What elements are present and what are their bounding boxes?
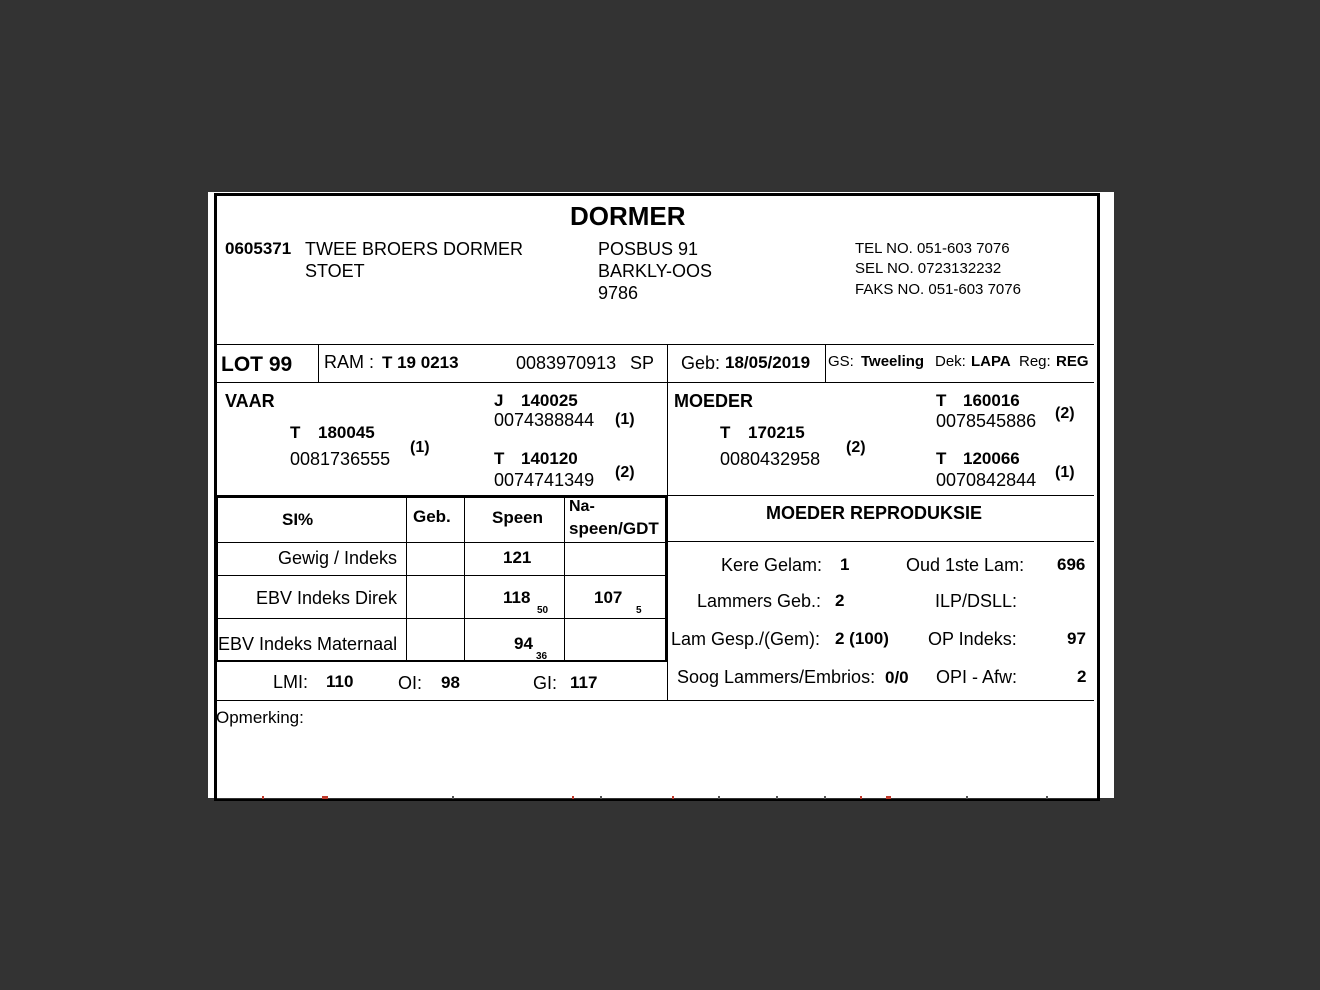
reg-label: Reg: (1019, 353, 1051, 370)
scan-mark (718, 796, 720, 799)
dam-reproduction-title: MOEDER REPRODUKSIE (766, 503, 983, 523)
ebv-direct-post-weaning: 107 (594, 588, 623, 607)
sire-prefix: T (290, 423, 301, 442)
sire-sire-prefix: J (494, 391, 504, 410)
sire-dam-prefix: T (494, 449, 505, 468)
divider (217, 496, 667, 498)
scan-mark (1046, 796, 1048, 799)
scan-mark (322, 796, 328, 799)
suckled-lambs-label: Soog Lammers/Embrios: (677, 667, 876, 687)
address-line: BARKLY-OOS (598, 261, 713, 281)
lambs-born-label: Lammers Geb.: (697, 591, 822, 611)
gi-value: 117 (570, 673, 598, 692)
oi-value: 98 (441, 673, 460, 692)
row-label-ebv-direct: EBV Indeks Direk (256, 588, 398, 608)
scan-mark (886, 796, 891, 799)
sire-label: VAAR (225, 391, 275, 411)
ebv-maternal-weaning: 94 (514, 634, 533, 653)
sire-count: (1) (410, 439, 430, 456)
tel-number: TEL NO. 051-603 7076 (855, 240, 1010, 257)
times-lambed-value: 1 (840, 555, 850, 574)
dam-dam-reg-number: 0070842844 (936, 470, 1037, 490)
scan-mark (672, 796, 674, 799)
breeder-name: TWEE BROERS DORMER (305, 239, 524, 259)
dam-dam-id: 120066 (963, 449, 1020, 468)
scan-mark (572, 796, 574, 799)
row-label-weight-index: Gewig / Indeks (278, 548, 398, 568)
row-label-ebv-maternal: EBV Indeks Maternaal (218, 634, 398, 654)
divider (217, 542, 667, 543)
breeder-name-2: STOET (305, 261, 365, 281)
divider (825, 344, 826, 382)
dam-count: (2) (846, 439, 866, 456)
opi-deviation-label: OPI - Afw: (936, 667, 1018, 687)
lambs-weaned-label: Lam Gesp./(Gem): (671, 629, 821, 649)
divider (564, 496, 565, 661)
age-first-lamb-value: 696 (1057, 555, 1086, 574)
lmi-value: 110 (326, 672, 354, 691)
age-first-lamb-label: Oud 1ste Lam: (906, 555, 1025, 575)
divider (318, 344, 319, 382)
dam-label: MOEDER (674, 391, 754, 411)
breeder-number: 0605371 (225, 239, 292, 258)
scan-mark (776, 796, 778, 799)
oi-label: OI: (398, 673, 423, 693)
dam-prefix: T (720, 423, 731, 442)
dam-sire-reg-number: 0078545886 (936, 411, 1037, 431)
post-weaning-column-header: Na- (569, 498, 595, 515)
divider (464, 496, 465, 661)
post-weaning-column-header-2: speen/GDT (569, 519, 659, 538)
dek-value: LAPA (971, 353, 1011, 370)
si-column-header: SI% (282, 510, 314, 529)
sire-reg-number: 0081736555 (290, 449, 391, 469)
opi-deviation-value: 2 (1077, 667, 1087, 686)
address-line: POSBUS 91 (598, 239, 699, 259)
reg-value: REG (1056, 353, 1089, 370)
divider (217, 700, 1094, 701)
remarks-label: Opmerking: (216, 708, 304, 727)
scan-mark (452, 796, 454, 799)
birth-status: Tweeling (861, 353, 925, 370)
lot-number: LOT 99 (221, 353, 293, 376)
fax-number: FAKS NO. 051-603 7076 (855, 281, 1021, 298)
ram-label: RAM : (324, 352, 375, 372)
sire-sire-id: 140025 (521, 391, 578, 410)
divider (667, 344, 668, 701)
dam-id: 170215 (748, 423, 805, 442)
divider (406, 496, 407, 661)
ebv-direct-post-weaning-accuracy: 5 (636, 605, 642, 616)
scan-mark (600, 796, 602, 799)
divider (217, 575, 667, 576)
ebv-direct-weaning: 118 (503, 588, 531, 607)
ram-id: T 19 0213 (382, 353, 459, 372)
dam-dam-count: (1) (1055, 464, 1075, 481)
cell-number: SEL NO. 0723132232 (855, 260, 1002, 277)
weight-index-weaning: 121 (503, 548, 532, 567)
scan-mark (824, 796, 826, 799)
birth-column-header: Geb. (413, 507, 451, 526)
divider (217, 660, 667, 662)
dam-sire-count: (2) (1055, 405, 1075, 422)
dam-reg-number: 0080432958 (720, 449, 821, 469)
birth-date-label: Geb: (681, 353, 721, 373)
divider (217, 618, 667, 619)
sire-dam-reg-number: 0074741349 (494, 470, 595, 490)
op-index-value: 97 (1067, 629, 1086, 648)
lambs-weaned-value: 2 (100) (835, 629, 889, 648)
sire-dam-count: (2) (615, 464, 635, 481)
times-lambed-label: Kere Gelam: (721, 555, 823, 575)
weaning-column-header: Speen (492, 508, 544, 527)
dam-sire-id: 160016 (963, 391, 1020, 410)
divider (667, 541, 1094, 542)
scan-mark (262, 796, 264, 799)
dam-dam-prefix: T (936, 449, 947, 468)
registration-number: 0083970913 (516, 353, 617, 373)
divider (217, 382, 1094, 383)
birth-date: 18/05/2019 (725, 353, 811, 372)
gi-label: GI: (533, 673, 558, 693)
scan-mark (860, 796, 862, 799)
sire-sire-reg-number: 0074388844 (494, 410, 595, 430)
divider (665, 496, 667, 662)
ilp-dsll-label: ILP/DSLL: (935, 591, 1018, 611)
op-index-label: OP Indeks: (928, 629, 1017, 649)
sire-dam-id: 140120 (521, 449, 578, 468)
ebv-maternal-weaning-accuracy: 36 (536, 651, 548, 662)
breed-title: DORMER (570, 201, 686, 231)
registration-code: SP (630, 353, 655, 373)
suckled-lambs-value: 0/0 (885, 668, 909, 687)
sire-sire-count: (1) (615, 411, 635, 428)
birth-status-label: GS: (828, 353, 854, 370)
dam-sire-prefix: T (936, 391, 947, 410)
sire-id: 180045 (318, 423, 375, 442)
address-postcode: 9786 (598, 283, 639, 303)
lambs-born-value: 2 (835, 591, 845, 610)
dek-label: Dek: (935, 353, 966, 370)
divider (217, 344, 1094, 345)
ebv-direct-weaning-accuracy: 50 (537, 605, 549, 616)
scan-mark (966, 796, 968, 799)
lmi-label: LMI: (273, 672, 309, 692)
